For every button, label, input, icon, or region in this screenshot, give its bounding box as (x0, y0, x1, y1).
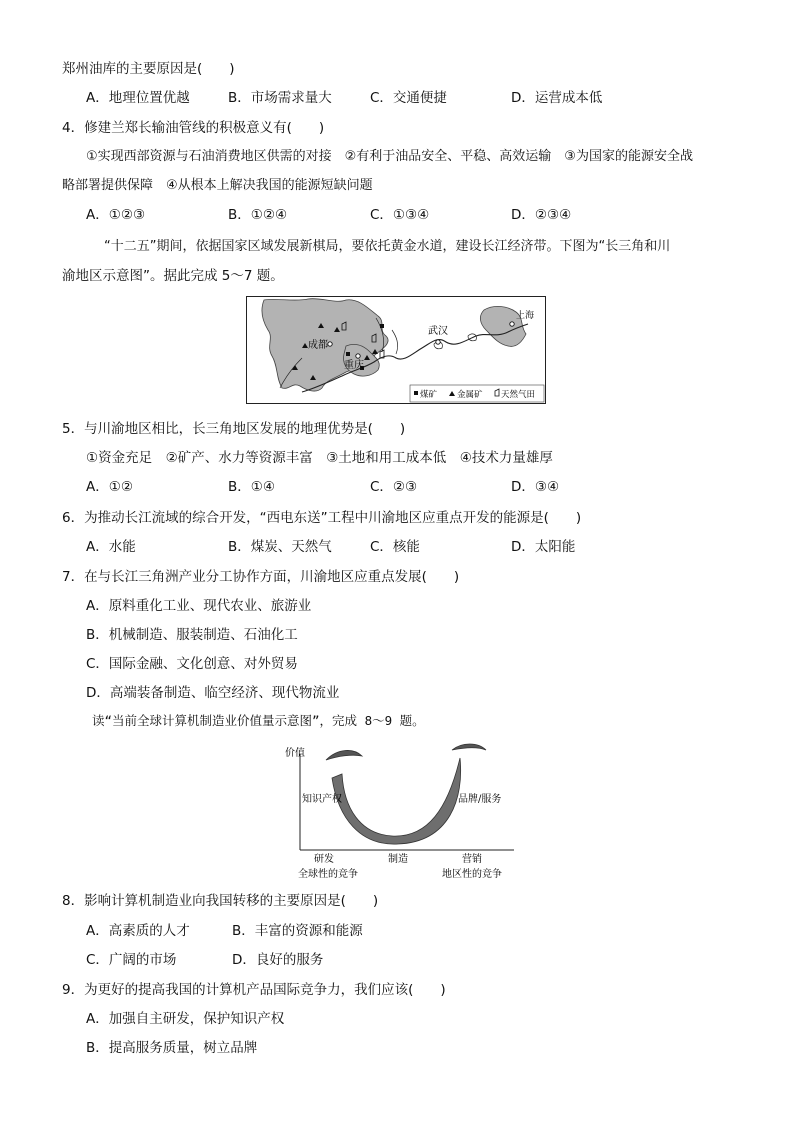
q5-option-b: B．①④ (228, 479, 275, 495)
smile-right-label: 品牌/服务 (458, 794, 502, 805)
smile-curve-figure (282, 738, 522, 888)
smile-curve-diagram (282, 738, 522, 888)
q4-items-line2: 略部署提供保障 ④从根本上解决我国的能源短缺问题 (62, 178, 373, 193)
q6-option-a: A．水能 (86, 539, 136, 555)
q8-option-b: B．丰富的资源和能源 (232, 923, 363, 939)
q4-option-b: B．①②④ (228, 207, 288, 223)
q5-items: ①资金充足 ②矿产、水力等资源丰富 ③土地和用工成本低 ④技术力量雄厚 (86, 450, 553, 466)
q6-stem: 6．为推动长江流域的综合开发，“西电东送”工程中川渝地区应重点开发的能源是( ) (62, 510, 582, 526)
q8-option-a: A．高素质的人才 (86, 923, 190, 939)
q6-option-c: C．核能 (370, 539, 420, 555)
q3-stem-tail: 郑州油库的主要原因是( ) (62, 61, 235, 77)
q9-stem: 9．为更好的提高我国的计算机产品国际竞争力，我们应该( ) (62, 982, 446, 998)
q7-option-a: A．原料重化工业、现代农业、旅游业 (86, 598, 312, 614)
q3-option-a: A．地理位置优越 (86, 90, 190, 106)
map-label-wuhan: 武汉 (428, 326, 448, 337)
legend-gas: 天然气田 (501, 390, 536, 400)
q4-option-d: D．②③④ (511, 207, 572, 223)
map-label-shanghai: 上海 (516, 311, 535, 321)
smile-ylabel (285, 746, 305, 759)
q7-option-d: D．高端装备制造、临空经济、现代物流业 (86, 685, 340, 701)
q4-option-a: A．①②③ (86, 207, 146, 223)
q5-option-a: A．①② (86, 479, 133, 495)
smile-bottom-right: 地区性的竞争 (442, 869, 502, 880)
q9-option-b: B．提高服务质量，树立品牌 (86, 1040, 258, 1056)
q8-stem: 8．影响计算机制造业向我国转移的主要原因是( ) (62, 893, 379, 909)
q3-option-d: D．运营成本低 (511, 90, 603, 106)
q7-option-c: C．国际金融、文化创意、对外贸易 (86, 656, 298, 672)
legend-metal: 金属矿 (457, 390, 483, 400)
q5-option-d: D．③④ (511, 479, 560, 495)
intro-5-7-line1: “十二五”期间，依据国家区域发展新棋局，要依托黄金水道，建设长江经济带。下图为“长三角和川 (104, 239, 671, 254)
q4-stem: 4．修建兰郑长输油管线的积极意义有( ) (62, 120, 325, 136)
smile-left-label: 知识产权 (302, 794, 342, 805)
q5-stem: 5．与川渝地区相比，长三角地区发展的地理优势是( ) (62, 421, 406, 437)
legend-coal-icon (414, 391, 418, 395)
q8-option-c: C．广阔的市场 (86, 952, 177, 968)
q3-option-c: C．交通便捷 (370, 90, 447, 106)
smile-x1: 研发 (314, 854, 334, 865)
intro-5-7-line2: 渝地区示意图”。据此完成 5～7 题。 (62, 268, 284, 284)
q5-option-c: C．②③ (370, 479, 418, 495)
q4-items-line1: ①实现西部资源与石油消费地区供需的对接 ②有利于油品安全、平稳、高效运输 ③为国家的能源安全战 (86, 149, 693, 164)
q3-option-b: B．市场需求量大 (228, 90, 332, 106)
map-label-chengdu: 成都 (308, 340, 328, 351)
q6-option-d: D．太阳能 (511, 539, 576, 555)
q7-stem: 7．在与长江三角洲产业分工协作方面，川渝地区应重点发展( ) (62, 569, 460, 585)
smile-bottom-left: 全球性的竞争 (298, 869, 358, 880)
yangtze-map (246, 296, 546, 404)
q7-option-b: B．机械制造、服装制造、石油化工 (86, 627, 298, 643)
q9-option-a: A．加强自主研发，保护知识产权 (86, 1011, 285, 1027)
legend-coal: 煤矿 (420, 390, 438, 400)
smile-x2: 制造 (388, 854, 408, 865)
q6-option-b: B．煤炭、天然气 (228, 539, 332, 555)
smile-ylabel-text: 价值 (285, 748, 305, 759)
map-label-chongqing: 重庆 (344, 360, 364, 371)
yangtze-map-figure (246, 296, 546, 404)
q8-option-d: D．良好的服务 (232, 952, 324, 968)
intro-8-9: 读“当前全球计算机制造业价值量示意图”，完成 8～9 题。 (92, 713, 425, 728)
q4-option-c: C．①③④ (370, 207, 430, 223)
smile-x3: 营销 (462, 854, 482, 865)
